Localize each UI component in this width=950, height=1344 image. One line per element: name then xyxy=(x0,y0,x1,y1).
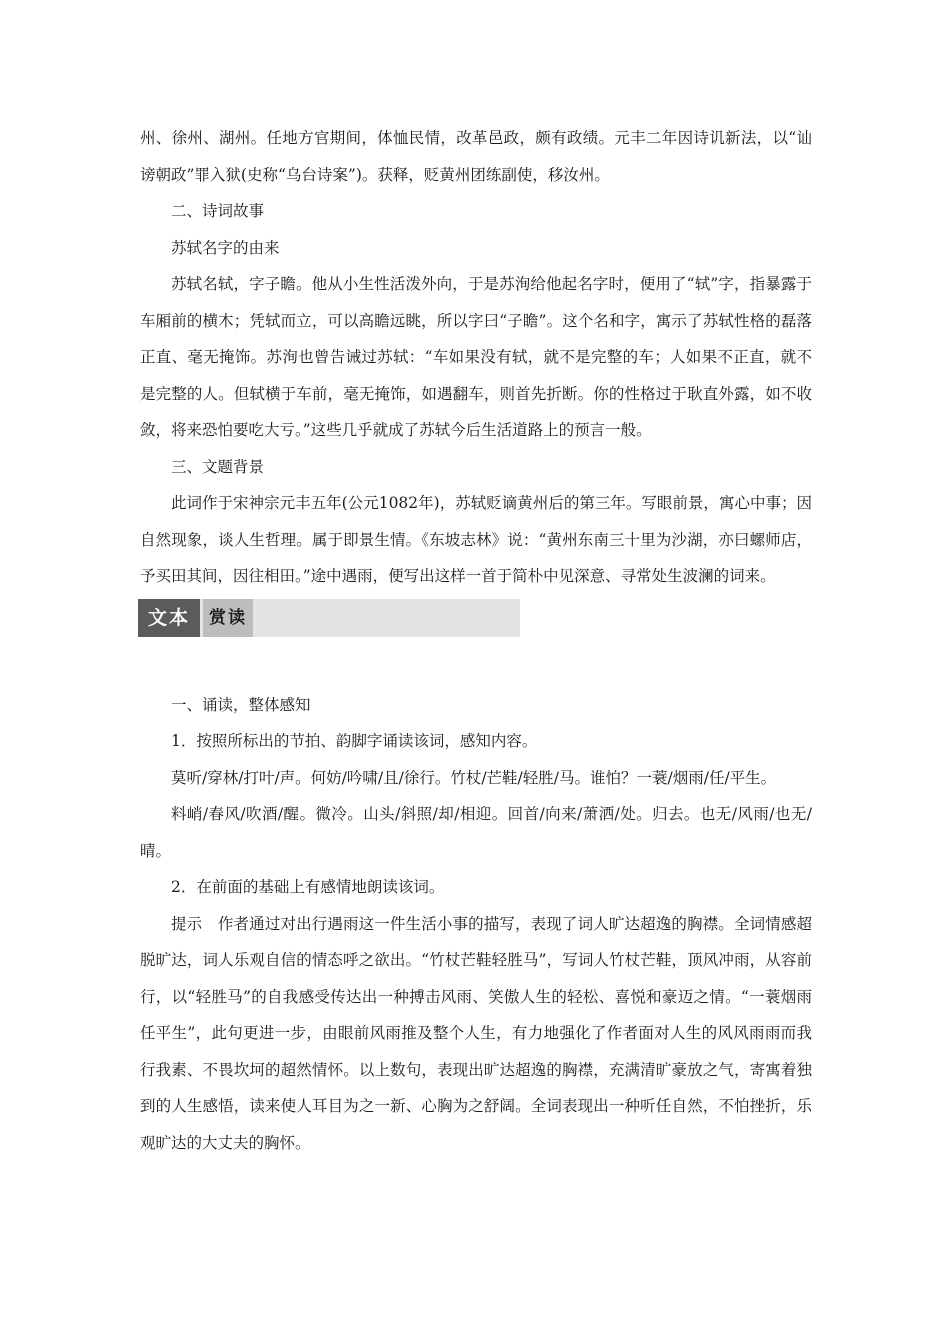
background-paragraph: 此词作于宋神宗元丰五年(公元1082年)，苏轼贬谪黄州后的第三年。写眼前景，寓心中事；因自然现象，谈人生哲理。属于即景生情。《东坡志林》说：“黄州东南三十里为沙湖，亦曰螺师店，予买田其间，因往相田。”途中遇雨，便写出这样一首于简朴中见深意、寻常处生波澜的词来。 xyxy=(140,494,812,585)
poem-line-2: 料峭/春风/吹酒/醒。微冷。山头/斜照/却/相迎。回首/向来/萧洒/处。归去。也无/风雨/也无/晴。 xyxy=(140,805,812,860)
page-content xyxy=(140,120,812,1161)
story-title: 苏轼名字的由来 xyxy=(171,238,280,257)
section-heading-story: 二、诗词故事 xyxy=(171,202,265,220)
section-banner xyxy=(138,599,520,637)
banner-label-text: 文本 xyxy=(138,599,200,637)
reading-item-1: 1．按照所标出的节拍、韵脚字诵读该词，感知内容。 xyxy=(171,732,538,750)
section-heading-background: 三、文题背景 xyxy=(171,457,265,476)
bio-continued-paragraph: 州、徐州、湖州。任地方官期间，体恤民情，改革邑政，颇有政绩。元丰二年因诗讥新法，以“讪谤朝政”罪入狱(史称“乌台诗案”)。获释，贬黄州团练副使，移汝州。 xyxy=(140,129,812,184)
story-paragraph: 苏轼名轼，字子瞻。他从小生性活泼外向，于是苏洵给他起名字时，便用了“轼”字，指暴露于车厢前的横木；凭轼而立，可以高瞻远眺，所以字曰“子瞻”。这个名和字，寓示了苏轼性格的磊落正直、毫无掩饰。苏洵也曾告诫过苏轼：“车如果没有轼，就不是完整的车；人如果不正直，就不是完整的人。但轼横于车前，毫无掩饰，如遇翻车，则首先折断。你的性格过于耿直外露，如不收敛，将来恐怕要吃大亏。”这些几乎就成了苏轼今后生活道路上的预言一般。 xyxy=(140,275,812,439)
banner-label-reading: 赏读 xyxy=(203,599,253,637)
reading-item-2: 2．在前面的基础上有感情地朗读该词。 xyxy=(171,878,445,896)
tip-paragraph: 提示 作者通过对出行遇雨这一件生活小事的描写，表现了词人旷达超逸的胸襟。全词情感超脱旷达，词人乐观自信的情态呼之欲出。“竹杖芒鞋轻胜马”，写词人竹杖芒鞋，顶风冲雨，从容前行，以“轻胜马”的自我感受传达出一种搏击风雨、笑傲人生的轻松、喜悦和豪迈之情。“一蓑烟雨任平生”，此句更进一步，由眼前风雨推及整个人生，有力地强化了作者面对人生的风风雨雨而我行我素、不畏坎坷的超然情怀。以上数句，表现出旷达超逸的胸襟，充满清旷豪放之气，寄寓着独到的人生感悟，读来使人耳目为之一新、心胸为之舒阔。全词表现出一种听任自然，不怕挫折，乐观旷达的大丈夫的胸怀。 xyxy=(140,914,812,1152)
reading-heading: 一、诵读，整体感知 xyxy=(171,695,311,714)
poem-line-1: 莫听/穿林/打叶/声。何妨/吟啸/且/徐行。竹杖/芒鞋/轻胜/马。谁怕？一蓑/烟雨/任/平生。 xyxy=(171,768,777,787)
